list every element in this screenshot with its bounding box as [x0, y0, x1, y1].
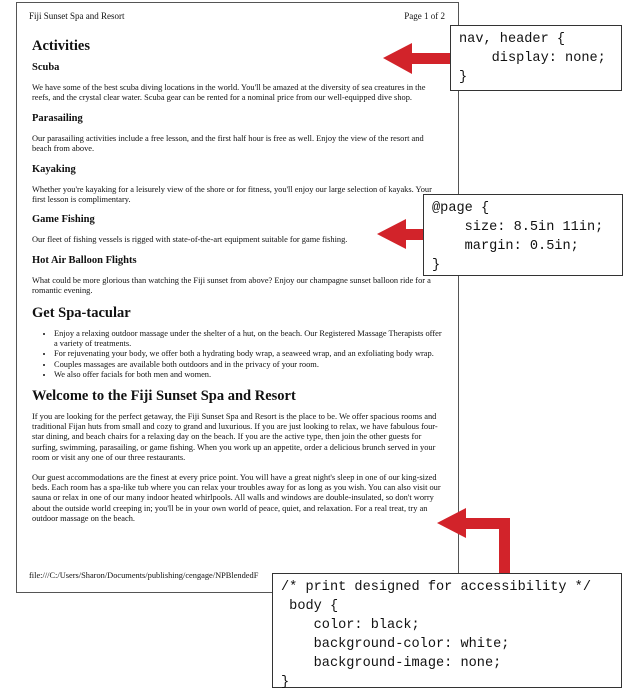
list-item: • We also offer facials for both men and women. — [54, 370, 442, 380]
header-site-title: Fiji Sunset Spa and Resort — [29, 11, 125, 21]
callout-body-rule: /* print designed for accessibility */ body { color: black; background-color: white; background-image: none; } — [272, 573, 622, 688]
arrow-nav-header — [383, 43, 450, 74]
section-text: Our fleet of fishing vessels is rigged with state-of-the-art equipment suitable for game fishing. — [32, 235, 348, 245]
section-title: Scuba — [32, 61, 60, 73]
section-title: Parasailing — [32, 112, 83, 124]
section-text: We have some of the best scuba diving locations in the world. You'll be amazed at the diversity of sea creatures in the reefs, and the crystal clear water. Scuba gear can be rented for a nominal price from our well-equipped dive shop. — [32, 82, 426, 103]
header-page-number: Page 1 of 2 — [404, 11, 445, 21]
welcome-paragraph: If you are looking for the perfect getaway, the Fiji Sunset Spa and Resort is the place to be. We offer spacious rooms and traditional Fijan huts from small and cozy to grand and luxurious. If you are just looking to relax, we have fabulous four-star dining, and beach chairs for a relaxing day on the beach. If you are the active type, then join the other guests for surfing, swimming, parasailing, or game fishing. When you work up an appetite, order a delicious brunch served in your room or visit any one of our three restaurants. — [32, 411, 438, 463]
arrow-body-rule — [437, 508, 510, 574]
callout-page-rule: @page { size: 8.5in 11in; margin: 0.5in; } — [423, 194, 623, 276]
section-text: Our parasailing activities include a free lesson, and the first half hour is free as well. Enjoy the view of the resort and beach from above. — [32, 133, 424, 154]
section-title: Kayaking — [32, 163, 76, 175]
page-footer-path: file:///C:/Users/Sharon/Documents/publishing/cengage/NPBlendedF — [29, 571, 259, 580]
section-title: Game Fishing — [32, 214, 95, 226]
callout-nav-header-rule: nav, header { display: none; } — [450, 25, 622, 91]
spa-heading: Get Spa-tacular — [32, 304, 131, 321]
list-item: • Couples massages are available both outdoors and in the privacy of your room. — [54, 360, 442, 370]
section-text: What could be more glorious than watching the Fiji sunset from above? Enjoy our champagne sunset balloon ride for a romantic evening. — [32, 275, 431, 296]
list-item: • For rejuvenating your body, we offer both a hydrating body wrap, a seaweed wrap, and an exfoliating body wrap. — [54, 349, 442, 359]
list-item: • Enjoy a relaxing outdoor massage under the shelter of a hut, on the beach. Our Registered Massage Therapists offer a variety of treatments. — [54, 329, 442, 350]
section-title: Hot Air Balloon Flights — [32, 254, 137, 266]
section-text: Whether you're kayaking for a leisurely view of the shore or for fitness, you'll enjoy our large selection of kayaks. Your first lesson is complimentary. — [32, 184, 432, 204]
activities-heading: Activities — [32, 38, 90, 54]
welcome-heading: Welcome to the Fiji Sunset Spa and Resort — [32, 387, 296, 404]
arrow-page-rule — [377, 219, 423, 249]
welcome-paragraph: Our guest accommodations are the finest at every price point. You will have a great night's sleep in one of our king-sized beds. Each room has a spa-like tub where you can relax your troubles away for as long as you wish. You can also visit our sauna or relax in one of our many indoor heated whirlpools. All walls and windows are double-insulated, so don't worry about the outside world creeping in; you'll be in your own world of peace, quiet, and relaxation. For a real treat, try an outdoor massage on the beach. — [32, 472, 441, 524]
